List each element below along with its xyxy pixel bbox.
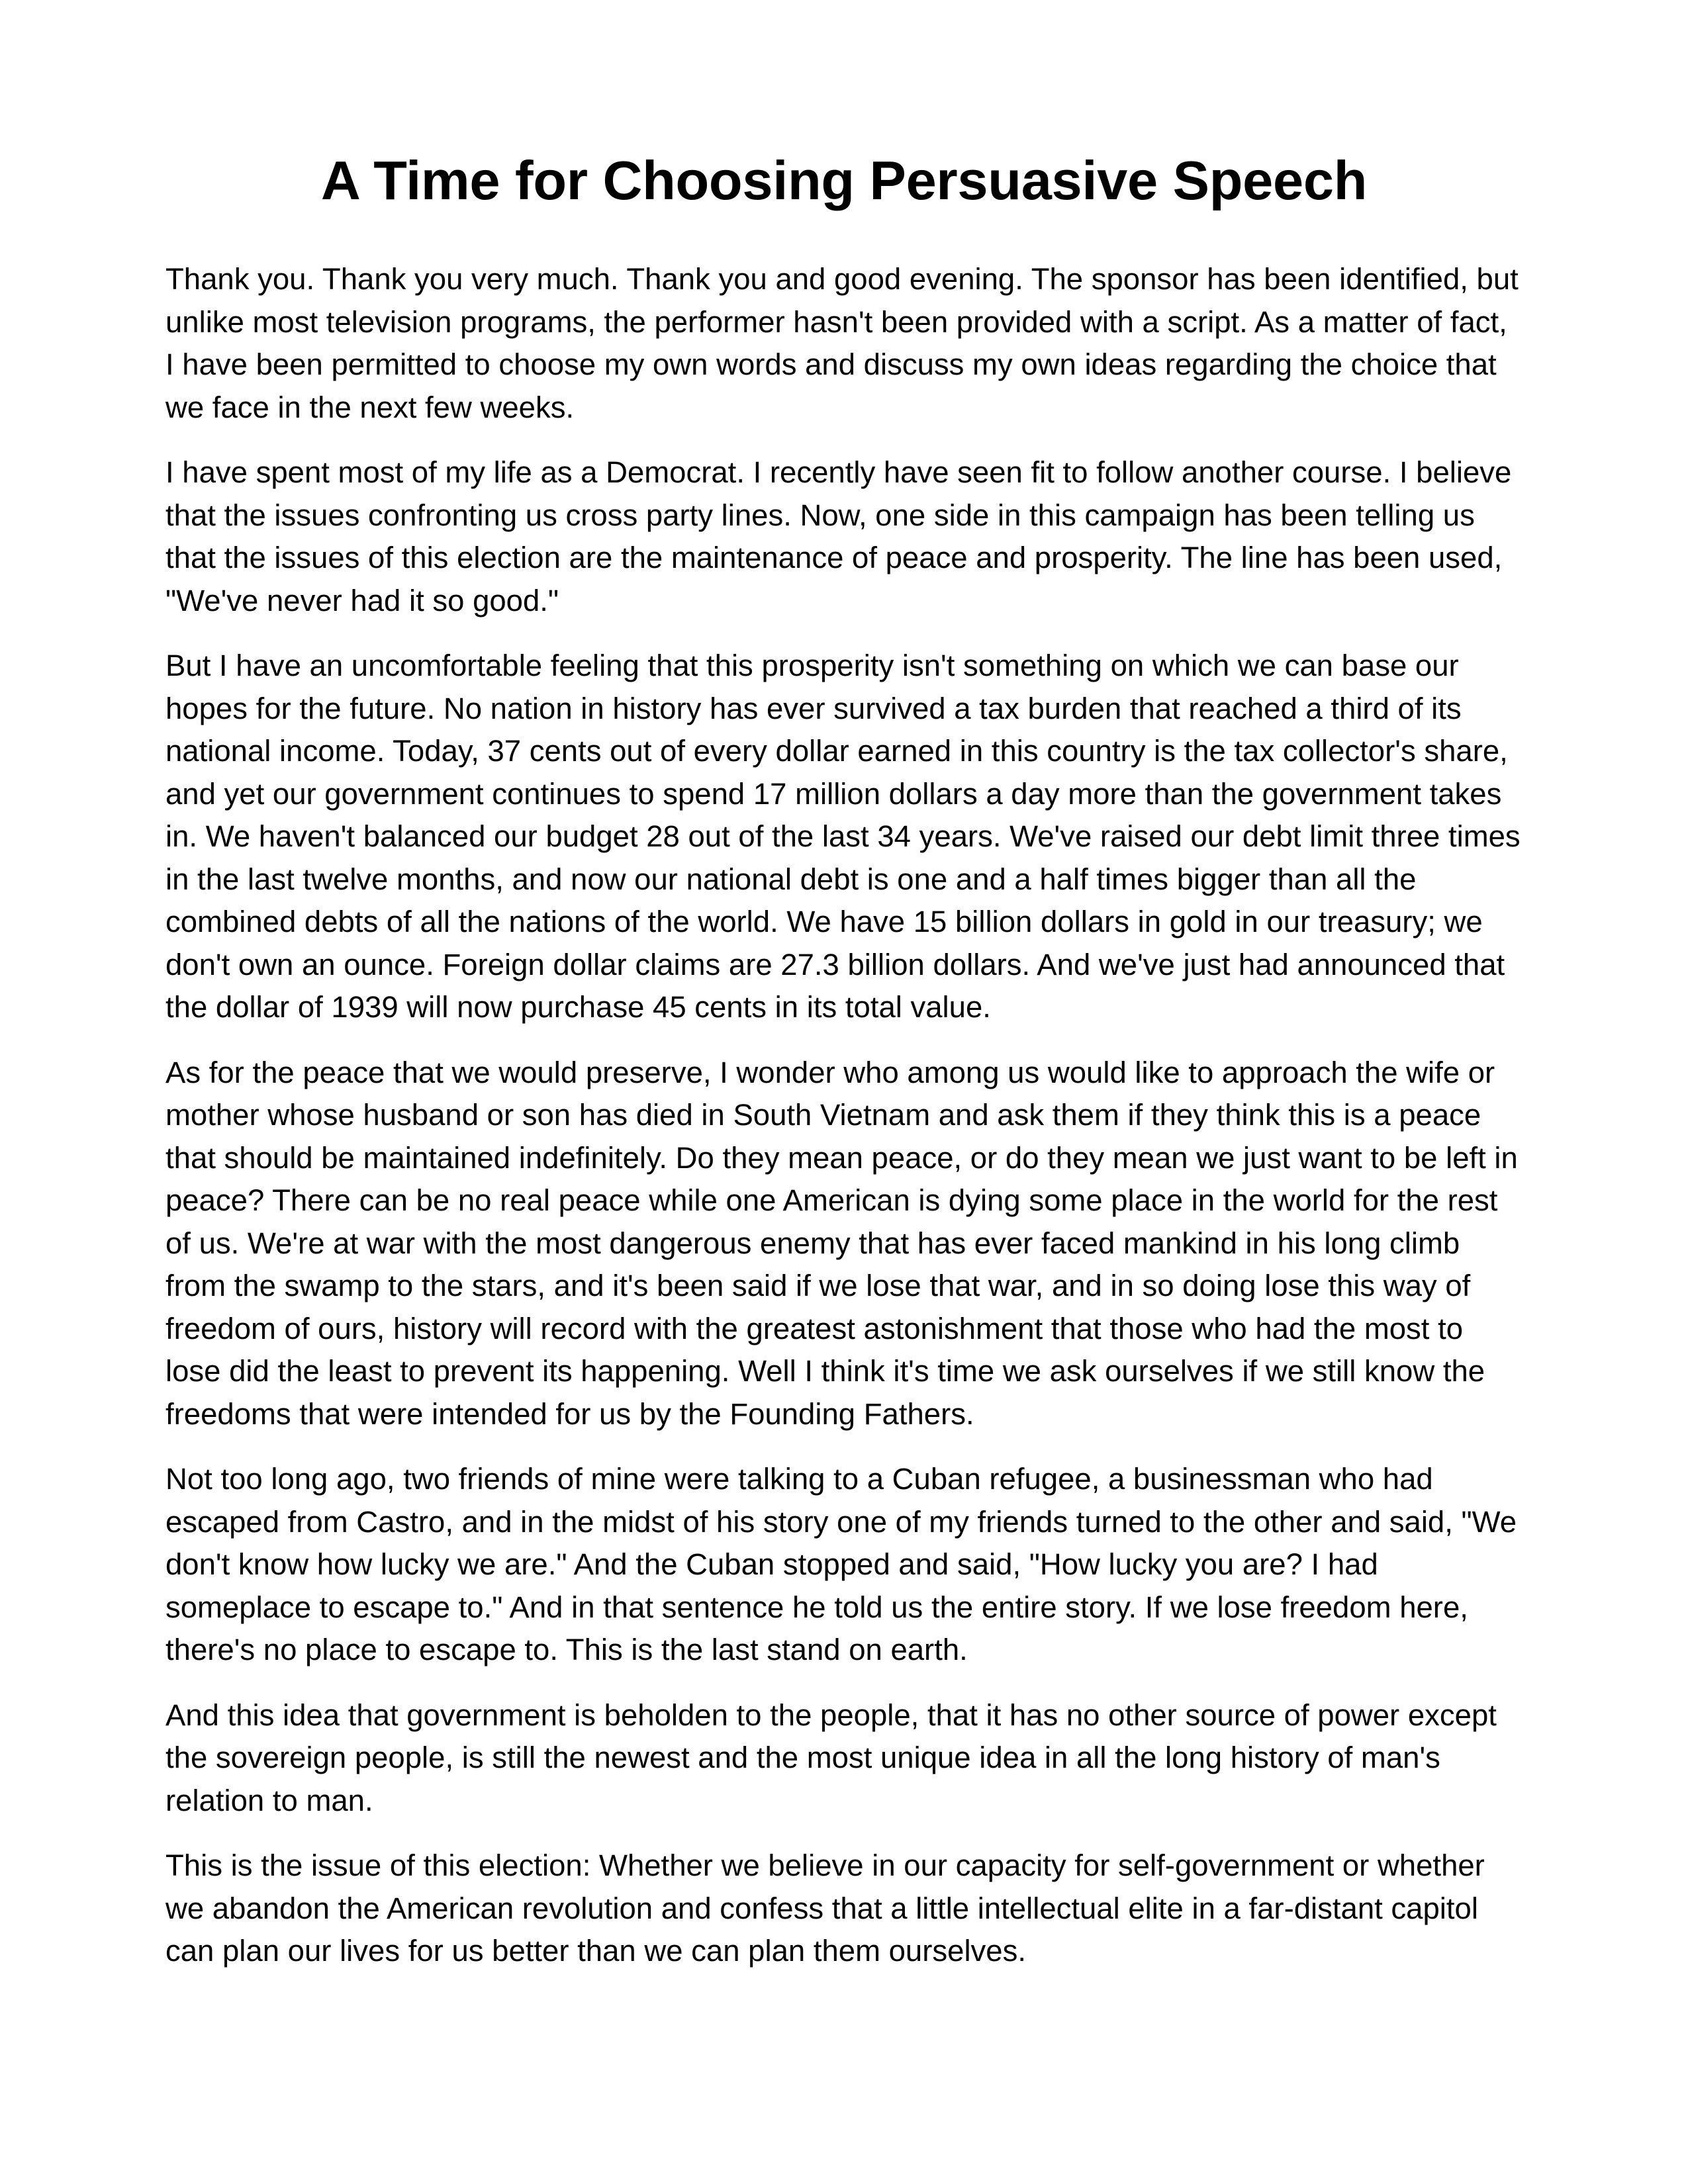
paragraph-2: I have spent most of my life as a Democrat. I recently have seen fit to follow another course. I believe that the issues confronting us cross party lines. Now, one side in this campaign has been telling us that the issues of this election are the maintenance of peace and prosperity. The line has been used, "We've never had it so good.": [165, 455, 1512, 617]
paragraph-5: Not too long ago, two friends of mine were talking to a Cuban refugee, a businessman who had escaped from Castro, and in the midst of his story one of my friends turned to the other and said, "We don't know how lucky we are." And the Cuban stopped and said, "How lucky you are? I had someplace to escape to." And in that sentence he told us the entire story. If we lose freedom here, there's no place to escape to. This is the last stand on earth.: [165, 1462, 1517, 1666]
document-title: A Time for Choosing Persuasive Speech: [320, 150, 1368, 211]
paragraph-6: And this idea that government is beholden to the people, that it has no other source of power except the sovereign people, is still the newest and the most unique idea in all the long history of man's relation to man.: [165, 1698, 1497, 1817]
document-body: [165, 258, 1523, 1995]
paragraph-1: Thank you. Thank you very much. Thank you and good evening. The sponsor has been identified, but unlike most television programs, the performer hasn't been provided with a script. As a matter of fact, I have been permitted to choose my own words and discuss my own ideas regarding the choice that we face in the next few weeks.: [165, 262, 1519, 424]
paragraph-7: This is the issue of this election: Whether we believe in our capacity for self-government or whether we abandon the American revolution and confess that a little intellectual elite in a far-distant capitol can plan our lives for us better than we can plan them ourselves.: [165, 1848, 1485, 1968]
paragraph-4: As for the peace that we would preserve, I wonder who among us would like to approach the wife or mother whose husband or son has died in South Vietnam and ask them if they think this is a peace that should be maintained indefinitely. Do they mean peace, or do they mean we just want to be left in peace? There can be no real peace while one American is dying some place in the world for the rest of us. We're at war with the most dangerous enemy that has ever faced mankind in his long climb from the swamp to the stars, and it's been said if we lose that war, and in so doing lose this way of freedom of ours, history will record with the greatest astonishment that those who had the most to lose did the least to prevent its happening. Well I think it's time we ask ourselves if we still know the freedoms that were intended for us by the Founding Fathers.: [165, 1055, 1518, 1431]
paragraph-3: But I have an uncomfortable feeling that this prosperity isn't something on which we can base our hopes for the future. No nation in history has ever survived a tax burden that reached a third of its national income. Today, 37 cents out of every dollar earned in this country is the tax collector's share, and yet our government continues to spend 17 million dollars a day more than the government takes in. We haven't balanced our budget 28 out of the last 34 years. We've raised our debt limit three times in the last twelve months, and now our national debt is one and a half times bigger than all the combined debts of all the nations of the world. We have 15 billion dollars in gold in our treasury; we don't own an ounce. Foreign dollar claims are 27.3 billion dollars. And we've just had announced that the dollar of 1939 will now purchase 45 cents in its total value.: [165, 649, 1521, 1024]
